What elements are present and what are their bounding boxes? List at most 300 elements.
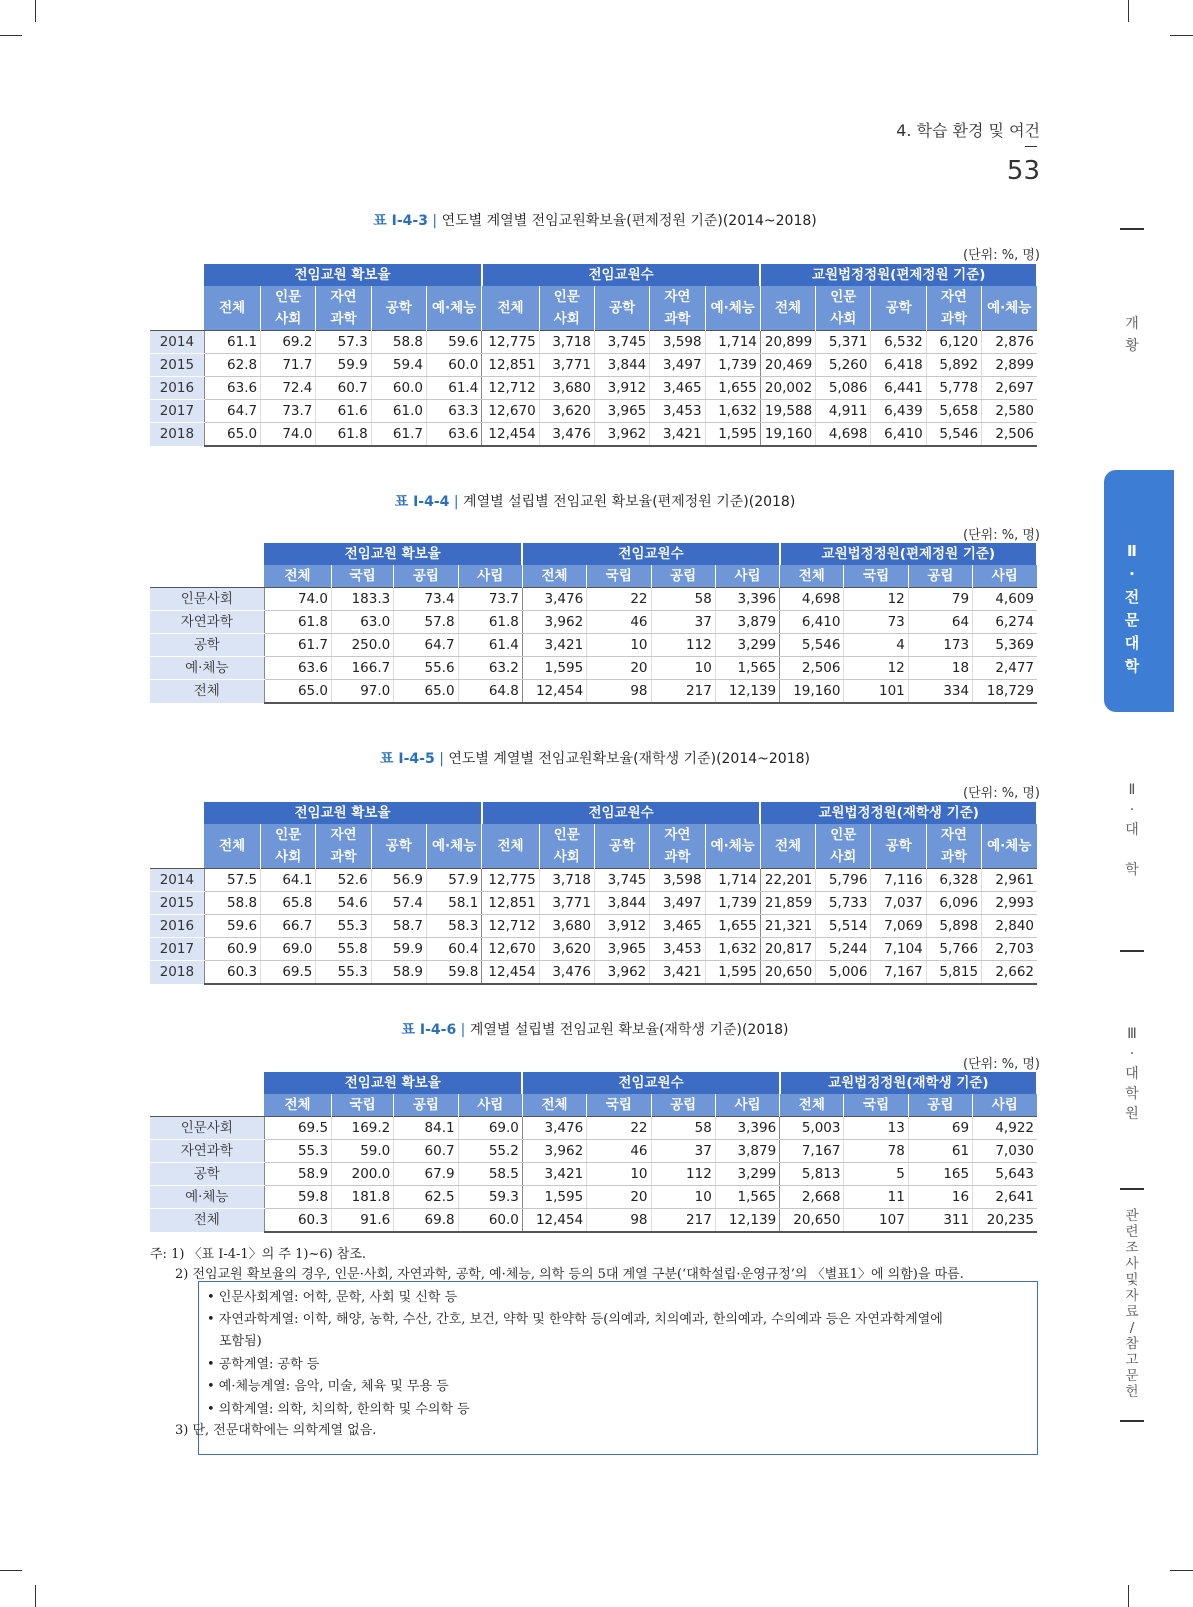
table-cell: 101: [844, 680, 908, 704]
table-cell: 6,439: [871, 400, 926, 423]
table-cell: 69.2: [261, 331, 316, 354]
column-header: 공학: [594, 286, 649, 331]
column-header: 예·체능: [426, 286, 481, 331]
data-table: [150, 802, 1038, 985]
table-title: 계열별 설립별 전임교원 확보율(편제정원 기준)(2018): [463, 494, 796, 510]
group-header: 전임교원 확보율: [264, 543, 522, 565]
table-cell: 10: [651, 1186, 715, 1209]
table-cell: 3,680: [539, 915, 594, 938]
table-cell: 3,962: [594, 961, 649, 985]
table-cell: 61.8: [264, 611, 331, 634]
table-row: [150, 1163, 1037, 1186]
column-header: 자연 과학: [926, 286, 981, 331]
table-cell: 20,469: [760, 354, 815, 377]
table-cell: 61.7: [264, 634, 331, 657]
table-cell: 64: [908, 611, 972, 634]
row-label: 인문사회: [150, 1117, 264, 1140]
table-caption: 표 Ⅰ-4-5 | 연도별 계열별 전임교원확보율(재학생 기준)(2014~2018): [380, 751, 810, 767]
table-cell: 58.9: [371, 961, 426, 985]
column-header: 전체: [780, 565, 844, 588]
table-cell: 22: [587, 1117, 651, 1140]
table-cell: 16: [908, 1186, 972, 1209]
table-cell: 65.0: [204, 423, 260, 447]
table-cell: 6,532: [871, 331, 926, 354]
table-cell: 57.5: [204, 869, 260, 892]
column-header: 국립: [844, 565, 908, 588]
table-number: 표 Ⅰ-4-4: [394, 494, 450, 510]
table-cell: 6,120: [926, 331, 981, 354]
row-label: 2018: [150, 961, 204, 985]
row-label: 2018: [150, 423, 204, 447]
column-header: 공학: [371, 286, 426, 331]
table-cell: 18: [908, 657, 972, 680]
table-cell: 73: [844, 611, 908, 634]
column-header: 국립: [332, 565, 394, 588]
table-row: [150, 611, 1037, 634]
table-cell: 12,851: [482, 892, 539, 915]
table-cell: 1,632: [705, 938, 760, 961]
bullet-item: • 자연과학계열: 이학, 해양, 농학, 수산, 간호, 보건, 약학 및 한약학 등(의예과, 치의예과, 한의예과, 수의예과 등은 자연과학계열에: [207, 1312, 943, 1327]
table-cell: 5,514: [816, 915, 871, 938]
table-cell: 3,453: [650, 400, 705, 423]
table-cell: 59.0: [332, 1140, 394, 1163]
table-cell: 20,817: [760, 938, 815, 961]
table-cell: 78: [844, 1140, 908, 1163]
table-cell: 3,453: [650, 938, 705, 961]
table-cell: 3,745: [594, 869, 649, 892]
table-cell: 63.6: [264, 657, 331, 680]
column-header: 공학: [594, 824, 649, 869]
table-cell: 5,892: [926, 354, 981, 377]
table-cell: 1,655: [705, 915, 760, 938]
table-cell: 12,712: [482, 915, 539, 938]
corner-cell: [150, 286, 204, 331]
table-title: 연도별 계열별 전임교원확보율(재학생 기준)(2014~2018): [448, 751, 810, 767]
table-cell: 37: [651, 611, 715, 634]
table-cell: 66.7: [261, 915, 316, 938]
group-header: 교원법정정원(편제정원 기준): [780, 543, 1037, 565]
unit-label: (단위: %, 명): [963, 528, 1040, 543]
table-cell: 57.4: [371, 892, 426, 915]
table-row: [150, 400, 1037, 423]
table-cell: 79: [908, 588, 972, 611]
column-header: 공립: [651, 565, 715, 588]
table-cell: 3,745: [594, 331, 649, 354]
row-label: 예·체능: [150, 657, 264, 680]
table-cell: 2,840: [982, 915, 1037, 938]
table-cell: 65.0: [394, 680, 458, 704]
table-cell: 57.8: [394, 611, 458, 634]
table-cell: 181.8: [332, 1186, 394, 1209]
column-header: 사립: [973, 1094, 1037, 1117]
table-cell: 12,139: [715, 1209, 779, 1233]
table-cell: 20: [587, 1186, 651, 1209]
table-cell: 12,454: [522, 1209, 586, 1233]
table-cell: 4,922: [973, 1117, 1037, 1140]
table-cell: 12,454: [522, 680, 586, 704]
table-cell: 3,476: [522, 1117, 586, 1140]
table-cell: 58: [651, 1117, 715, 1140]
table-cell: 84.1: [394, 1117, 458, 1140]
table-cell: 69.0: [458, 1117, 522, 1140]
table-cell: 4,911: [816, 400, 871, 423]
table-cell: 6,441: [871, 377, 926, 400]
table-cell: 63.6: [426, 423, 481, 447]
table-cell: 5,813: [780, 1163, 844, 1186]
table-row: [150, 961, 1037, 985]
table-cell: 3,620: [539, 400, 594, 423]
table-cell: 71.7: [261, 354, 316, 377]
column-header: 전체: [522, 1094, 586, 1117]
table-cell: 46: [587, 1140, 651, 1163]
column-header: 인문 사회: [816, 286, 871, 331]
table-cell: 3,476: [539, 423, 594, 447]
group-header: 교원법정정원(편제정원 기준): [760, 264, 1037, 286]
table-cell: 112: [651, 1163, 715, 1186]
table-cell: 3,421: [650, 961, 705, 985]
table-cell: 5,244: [816, 938, 871, 961]
table-cell: 61: [908, 1140, 972, 1163]
table-caption: 표 Ⅰ-4-6 | 계열별 설립별 전임교원 확보율(재학생 기준)(2018): [401, 1022, 789, 1038]
table-cell: 58.8: [371, 331, 426, 354]
table-cell: 54.6: [316, 892, 371, 915]
table-cell: 5,733: [816, 892, 871, 915]
table-cell: 10: [587, 1163, 651, 1186]
table-cell: 20,235: [973, 1209, 1037, 1233]
table-cell: 5,369: [973, 634, 1037, 657]
column-header: 인문 사회: [261, 286, 316, 331]
table-cell: 1,565: [715, 657, 779, 680]
table-cell: 69.8: [394, 1209, 458, 1233]
table-cell: 72.4: [261, 377, 316, 400]
table-cell: 59.8: [264, 1186, 331, 1209]
bullet-item-continuation: 포함됨): [219, 1334, 262, 1349]
table-cell: 21,321: [760, 915, 815, 938]
column-header: 사립: [458, 1094, 522, 1117]
table-cell: 3,962: [522, 1140, 586, 1163]
table-cell: 107: [844, 1209, 908, 1233]
table-cell: 58: [651, 588, 715, 611]
column-header: 자연 과학: [926, 824, 981, 869]
table-cell: 98: [587, 1209, 651, 1233]
table-cell: 2,477: [973, 657, 1037, 680]
column-header: 국립: [332, 1094, 394, 1117]
crop-mark: [0, 35, 22, 36]
table-cell: 61.6: [316, 400, 371, 423]
bullet-item: • 공학계열: 공학 등: [207, 1357, 320, 1372]
crop-mark: [35, 0, 36, 22]
table-cell: 59.9: [371, 938, 426, 961]
table-cell: 52.6: [316, 869, 371, 892]
side-divider: [1120, 228, 1144, 230]
table-cell: 3,962: [522, 611, 586, 634]
column-header: 국립: [844, 1094, 908, 1117]
column-header: 예·체능: [705, 824, 760, 869]
group-header: 전임교원수: [482, 802, 761, 824]
table-cell: 311: [908, 1209, 972, 1233]
table-row: [150, 1117, 1037, 1140]
table-cell: 7,116: [871, 869, 926, 892]
table-cell: 12,454: [482, 961, 539, 985]
table-cell: 61.8: [458, 611, 522, 634]
table-cell: 69.5: [261, 961, 316, 985]
table-cell: 56.9: [371, 869, 426, 892]
side-tab-overview[interactable]: 개 황: [1125, 316, 1139, 354]
table-cell: 5,006: [816, 961, 871, 985]
table-cell: 64.8: [458, 680, 522, 704]
row-label: 2016: [150, 915, 204, 938]
table-cell: 57.9: [426, 869, 481, 892]
table-cell: 10: [587, 634, 651, 657]
column-header: 사립: [715, 1094, 779, 1117]
table-cell: 5,815: [926, 961, 981, 985]
table-row: [150, 1186, 1037, 1209]
table-cell: 5,260: [816, 354, 871, 377]
side-tab-university[interactable]: Ⅱ · 대 학: [1125, 782, 1139, 878]
table-cell: 67.9: [394, 1163, 458, 1186]
table-cell: 64.7: [204, 400, 260, 423]
table-cell: 3,912: [594, 377, 649, 400]
data-table: [150, 1072, 1038, 1233]
group-header: 교원법정정원(재학생 기준): [780, 1072, 1037, 1094]
table-cell: 3,421: [522, 634, 586, 657]
table-cell: 58.5: [458, 1163, 522, 1186]
table-cell: 4: [844, 634, 908, 657]
crop-mark: [1170, 35, 1193, 36]
table-cell: 59.6: [204, 915, 260, 938]
column-header: 예·체능: [426, 824, 481, 869]
column-header: 자연 과학: [316, 824, 371, 869]
table-cell: 7,167: [780, 1140, 844, 1163]
column-header: 공립: [394, 1094, 458, 1117]
table-row: [150, 634, 1037, 657]
table-cell: 60.9: [204, 938, 260, 961]
table-cell: 59.6: [426, 331, 481, 354]
table-cell: 3,299: [715, 634, 779, 657]
column-header: 사립: [458, 565, 522, 588]
table-cell: 59.4: [371, 354, 426, 377]
table-cell: 1,595: [705, 423, 760, 447]
table-cell: 5: [844, 1163, 908, 1186]
table-title: 계열별 설립별 전임교원 확보율(재학생 기준)(2018): [469, 1022, 789, 1038]
table-cell: 2,668: [780, 1186, 844, 1209]
table-cell: 69.0: [261, 938, 316, 961]
table-cell: 3,421: [522, 1163, 586, 1186]
crop-mark: [1170, 1570, 1193, 1571]
table-cell: 55.3: [316, 915, 371, 938]
table-cell: 3,421: [650, 423, 705, 447]
table-cell: 19,588: [760, 400, 815, 423]
table-cell: 46: [587, 611, 651, 634]
table-cell: 165: [908, 1163, 972, 1186]
table-cell: 2,703: [982, 938, 1037, 961]
table-cell: 12,775: [482, 331, 539, 354]
column-header: 전체: [482, 286, 539, 331]
column-header: 자연 과학: [650, 286, 705, 331]
table-row: [150, 588, 1037, 611]
table-cell: 3,396: [715, 588, 779, 611]
table-title: 연도별 계열별 전임교원확보율(편제정원 기준)(2014~2018): [441, 213, 817, 229]
table-cell: 112: [651, 634, 715, 657]
table-cell: 3,598: [650, 331, 705, 354]
table-cell: 13: [844, 1117, 908, 1140]
table-cell: 61.1: [204, 331, 260, 354]
table-cell: 20,650: [780, 1209, 844, 1233]
table-cell: 60.7: [316, 377, 371, 400]
group-header: 전임교원 확보율: [264, 1072, 522, 1094]
bullet-item: • 인문사회계열: 어학, 문학, 사회 및 신학 등: [207, 1290, 458, 1305]
row-label: 자연과학: [150, 611, 264, 634]
column-header: 전체: [204, 286, 260, 331]
table-cell: 2,697: [982, 377, 1037, 400]
table-cell: 6,410: [780, 611, 844, 634]
table-cell: 334: [908, 680, 972, 704]
table-cell: 57.3: [316, 331, 371, 354]
table-row: [150, 892, 1037, 915]
table-cell: 217: [651, 1209, 715, 1233]
corner-cell: [150, 1094, 264, 1117]
table-cell: 55.6: [394, 657, 458, 680]
column-header: 전체: [482, 824, 539, 869]
table-cell: 97.0: [332, 680, 394, 704]
table-cell: 2,899: [982, 354, 1037, 377]
table-cell: 2,641: [973, 1186, 1037, 1209]
table-cell: 173: [908, 634, 972, 657]
table-number: 표 Ⅰ-4-5: [380, 751, 435, 767]
column-header: 전체: [780, 1094, 844, 1117]
table-cell: 59.8: [426, 961, 481, 985]
group-header: 전임교원수: [522, 543, 779, 565]
side-tab-graduate-school[interactable]: Ⅲ · 대 학 원: [1125, 1026, 1139, 1122]
table-cell: 6,418: [871, 354, 926, 377]
crop-mark: [1128, 1585, 1129, 1607]
table-cell: 3,396: [715, 1117, 779, 1140]
table-row: [150, 915, 1037, 938]
table-row: [150, 680, 1037, 704]
table-cell: 64.7: [394, 634, 458, 657]
corner-cell: [150, 264, 204, 286]
running-header: 4. 학습 환경 및 여건: [896, 121, 1040, 140]
table-cell: 1,739: [705, 354, 760, 377]
footnote-3: 3) 단, 전문대학에는 의학계열 없음.: [175, 1423, 377, 1438]
table-cell: 3,476: [522, 588, 586, 611]
row-label: 2017: [150, 938, 204, 961]
table-cell: 2,876: [982, 331, 1037, 354]
table-row: [150, 423, 1037, 447]
column-header: 전체: [264, 1094, 331, 1117]
corner-cell: [150, 802, 204, 824]
table-cell: 3,476: [539, 961, 594, 985]
side-tab-references[interactable]: 관 련 조 사 및 자 료 / 참 고 문 헌: [1125, 1208, 1139, 1400]
table-cell: 3,497: [650, 892, 705, 915]
table-cell: 55.8: [316, 938, 371, 961]
bullet-item: • 예·체능계열: 음악, 미술, 체육 및 무용 등: [207, 1379, 449, 1394]
table-cell: 5,796: [816, 869, 871, 892]
row-label: 2014: [150, 869, 204, 892]
table-cell: 2,506: [982, 423, 1037, 447]
table-cell: 19,160: [760, 423, 815, 447]
row-label: 전체: [150, 1209, 264, 1233]
table-cell: 1,595: [522, 657, 586, 680]
table-cell: 3,965: [594, 938, 649, 961]
table-cell: 2,580: [982, 400, 1037, 423]
column-header: 공립: [908, 1094, 972, 1117]
table-cell: 5,546: [780, 634, 844, 657]
crop-mark: [35, 1585, 36, 1607]
table-cell: 3,598: [650, 869, 705, 892]
data-table: [150, 543, 1038, 704]
table-cell: 200.0: [332, 1163, 394, 1186]
column-header: 전체: [264, 565, 331, 588]
table-cell: 12,670: [482, 938, 539, 961]
table-cell: 5,003: [780, 1117, 844, 1140]
table-cell: 1,739: [705, 892, 760, 915]
column-header: 공학: [871, 286, 926, 331]
table-cell: 59.9: [316, 354, 371, 377]
table-row: [150, 938, 1037, 961]
table-row: [150, 1140, 1037, 1163]
table-cell: 22,201: [760, 869, 815, 892]
table-cell: 65.8: [261, 892, 316, 915]
table-cell: 20: [587, 657, 651, 680]
side-tab-junior-college[interactable]: Ⅱ · 전 문 대 학: [1124, 542, 1140, 675]
group-header: 전임교원 확보율: [204, 802, 482, 824]
table-cell: 73.7: [458, 588, 522, 611]
table-caption: 표 Ⅰ-4-3 | 연도별 계열별 전임교원확보율(편제정원 기준)(2014~2018): [373, 213, 817, 229]
table-row: [150, 657, 1037, 680]
table-cell: 61.8: [316, 423, 371, 447]
table-cell: 60.0: [458, 1209, 522, 1233]
corner-cell: [150, 565, 264, 588]
table-cell: 58.9: [264, 1163, 331, 1186]
table-cell: 63.2: [458, 657, 522, 680]
side-divider: [1120, 1420, 1144, 1422]
table-cell: 12,454: [482, 423, 539, 447]
table-cell: 37: [651, 1140, 715, 1163]
table-cell: 18,729: [973, 680, 1037, 704]
table-cell: 55.3: [264, 1140, 331, 1163]
table-cell: 3,465: [650, 915, 705, 938]
footnote-2: 2) 전임교원 확보율의 경우, 인문·사회, 자연과학, 공학, 예·체능, 의학 등의 5대 계열 구분(‘대학설립·운영규정’의 〈별표1〉에 의함)을 따름.: [175, 1267, 964, 1282]
table-cell: 12,139: [715, 680, 779, 704]
row-label: 전체: [150, 680, 264, 704]
unit-label: (단위: %, 명): [963, 1057, 1040, 1072]
row-label: 자연과학: [150, 1140, 264, 1163]
table-cell: 3,844: [594, 892, 649, 915]
table-cell: 5,898: [926, 915, 981, 938]
table-row: [150, 377, 1037, 400]
table-cell: 22: [587, 588, 651, 611]
table-number: 표 Ⅰ-4-3: [373, 213, 428, 229]
table-cell: 3,718: [539, 331, 594, 354]
table-cell: 73.4: [394, 588, 458, 611]
table-cell: 5,086: [816, 377, 871, 400]
table-cell: 11: [844, 1186, 908, 1209]
table-cell: 5,766: [926, 938, 981, 961]
table-cell: 1,655: [705, 377, 760, 400]
table-cell: 58.7: [371, 915, 426, 938]
row-label: 인문사회: [150, 588, 264, 611]
group-header: 교원법정정원(재학생 기준): [760, 802, 1037, 824]
table-cell: 2,662: [982, 961, 1037, 985]
table-cell: 4,698: [816, 423, 871, 447]
column-header: 인문 사회: [539, 286, 594, 331]
table-cell: 1,632: [705, 400, 760, 423]
table-cell: 3,299: [715, 1163, 779, 1186]
column-header: 전체: [760, 286, 815, 331]
column-header: 공립: [651, 1094, 715, 1117]
column-header: 예·체능: [982, 286, 1037, 331]
